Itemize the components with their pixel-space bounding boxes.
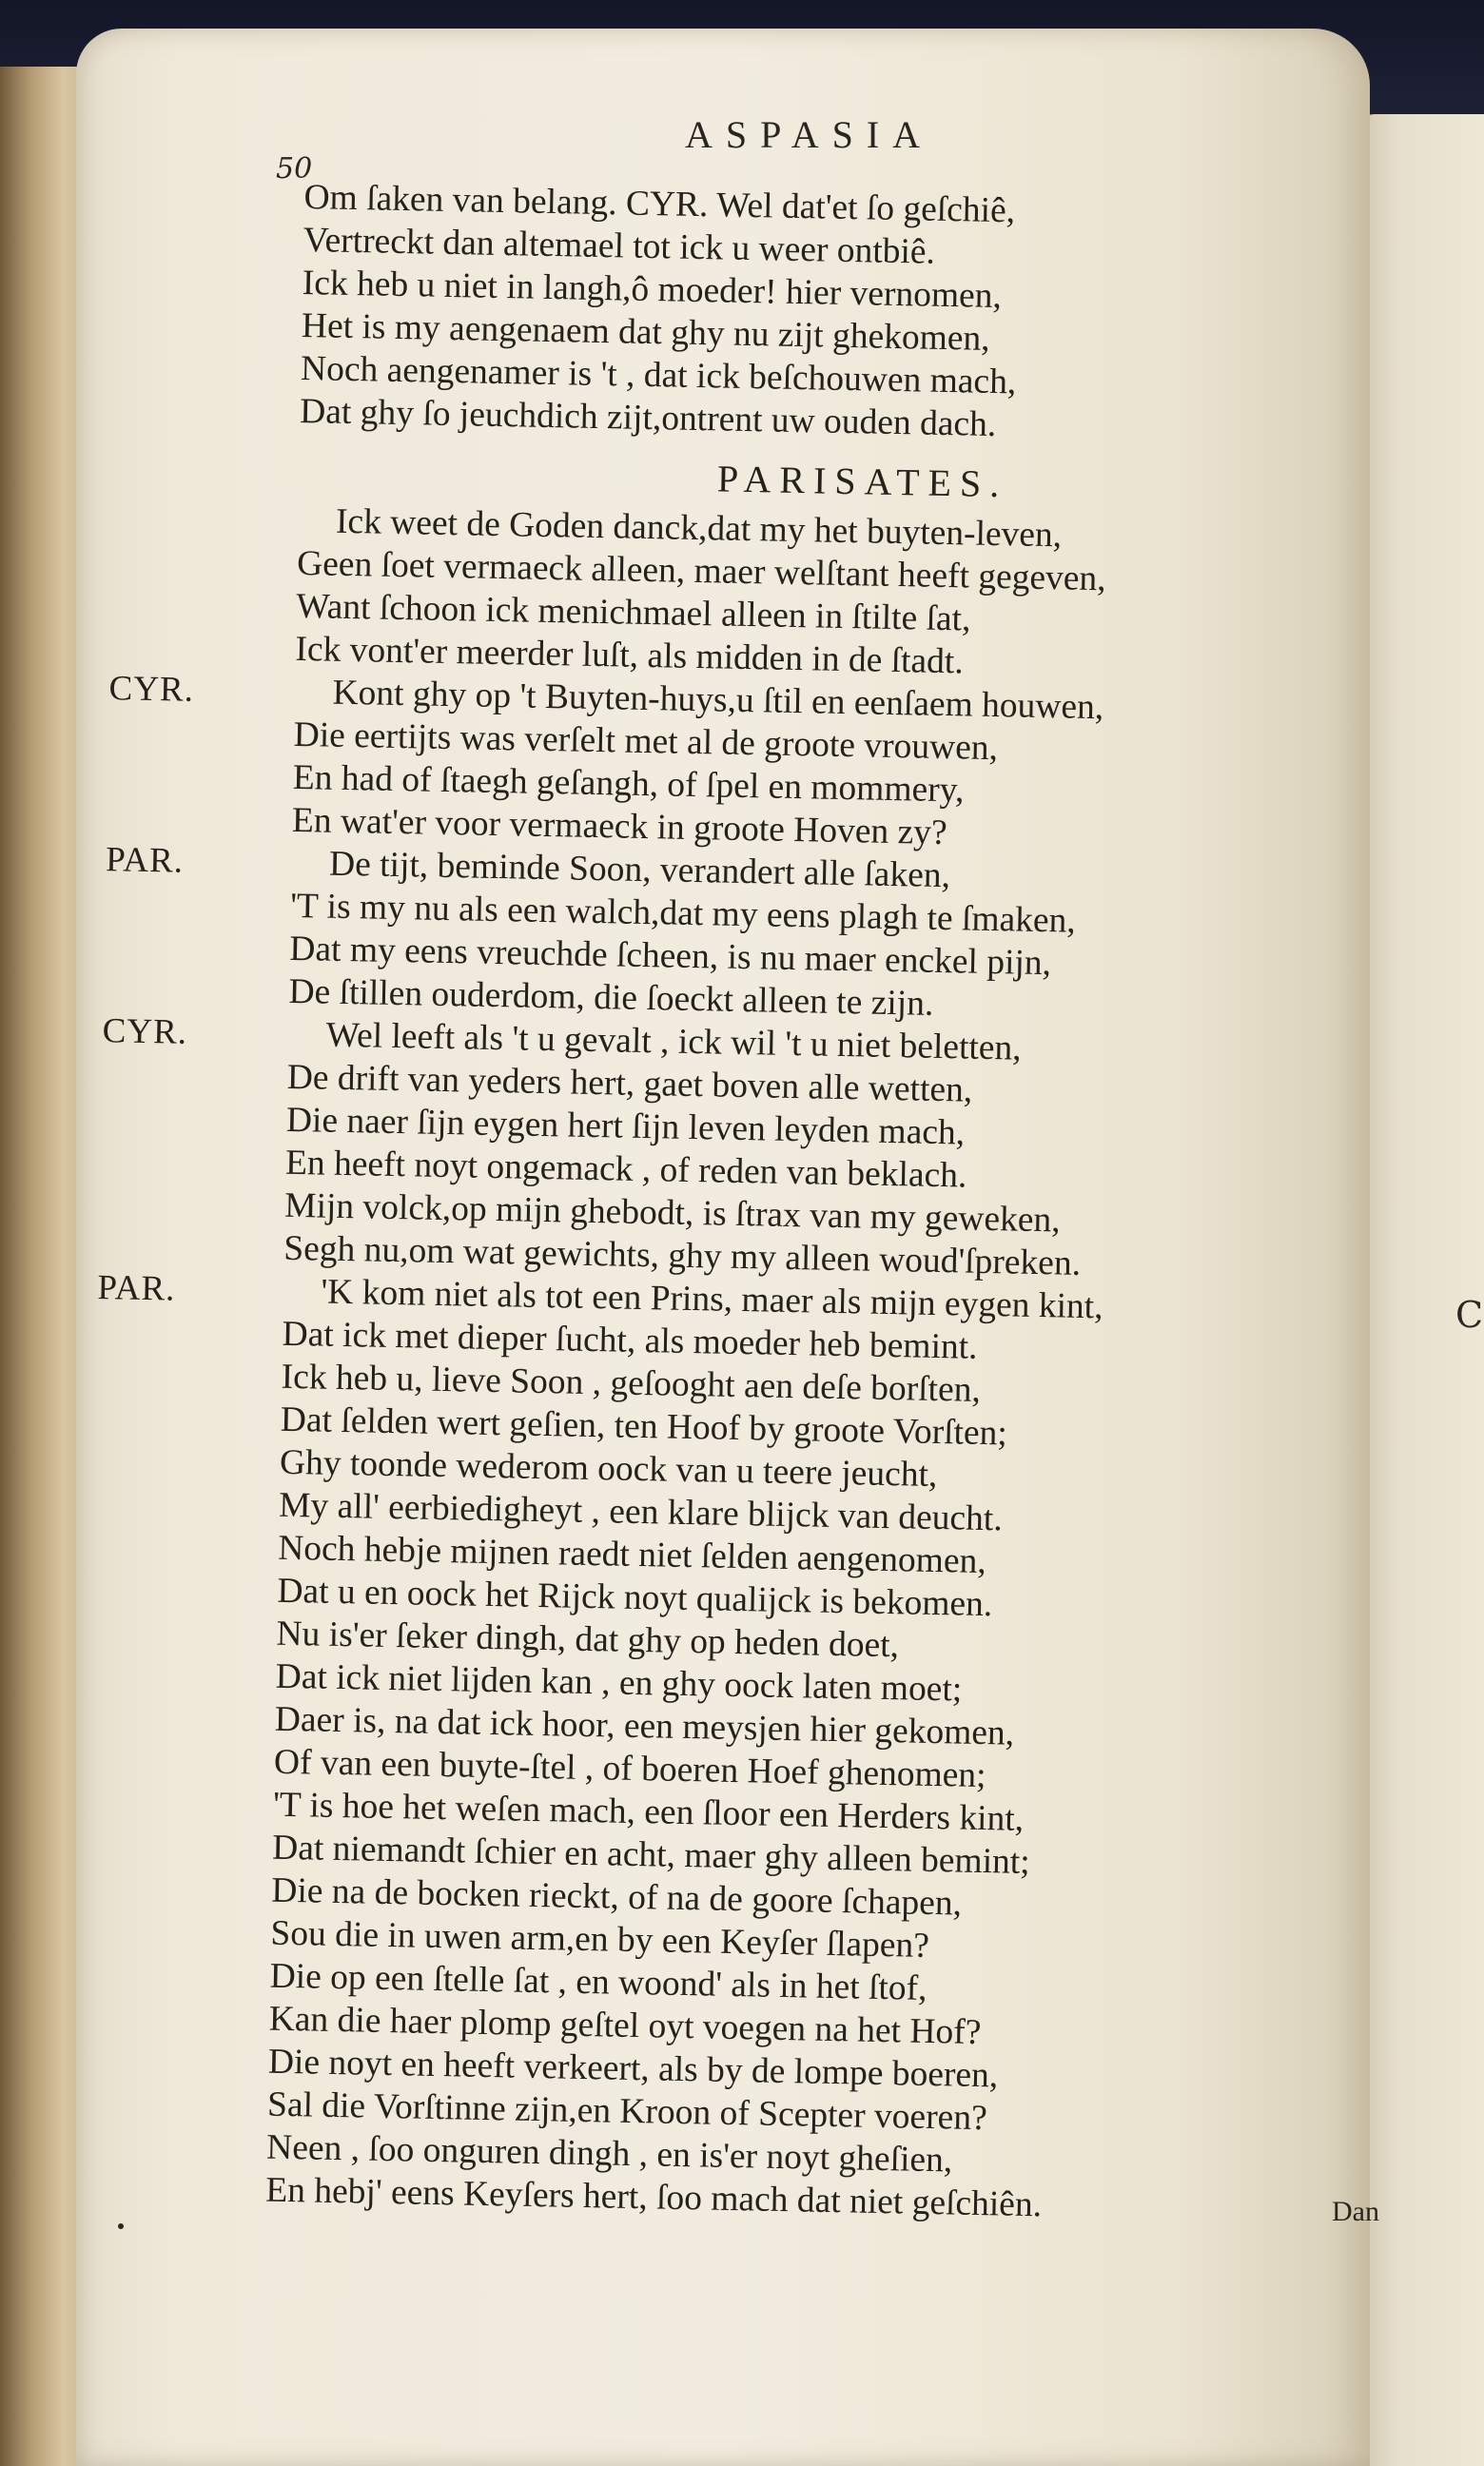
verse-text: Vertreckt dan altemael tot ick u weer ontbiê. (303, 220, 936, 272)
verse-text: Om ſaken van belang. CYR. Wel dat'et ſo geſchiê, (303, 177, 1016, 231)
verse-text: Dat ick met dieper ſucht, als moeder heb bemint. (282, 1314, 978, 1367)
verse-text: 'T is hoe het weſen mach, een ſloor een Herders kint, (272, 1785, 1025, 1839)
verse-text: De drift van yeders hert, gaet boven alle wetten, (286, 1057, 973, 1110)
verse-text: My all' eerbiedigheyt , een klare blijck van deucht. (278, 1485, 1004, 1539)
speaker-label: CYR. (108, 669, 195, 710)
speaker-label: CYR. (102, 1011, 188, 1052)
section-heading: PARISATES. (716, 457, 1008, 506)
verse-text: Sou die in uwen arm,en by een Keyſer ſlapen? (270, 1913, 930, 1966)
verse-text: Dat ghy ſo jeuchdich zijt,ontrent uw ouden dach. (299, 391, 997, 445)
verse-text: En had of ſtaegh geſangh, of ſpel en mommery, (292, 757, 965, 811)
verse-text: En wat'er voor vermaeck in groote Hoven zy? (291, 800, 948, 853)
verse-text: De ſtillen ouderdom, die ſoeckt alleen te zijn. (288, 971, 934, 1024)
verse-text: Segh nu,om wat gewichts, ghy my alleen woud'ſpreken. (283, 1228, 1082, 1283)
verse-text: Kan die haer plomp geſtel oyt voegen na het Hof? (268, 1999, 982, 2053)
verse-text: 'K kom niet als tot een Prins, maer als mijn eygen kint, (321, 1272, 1103, 1327)
verse-text: Dat u en oock het Rijck noyt qualijck is bekomen. (277, 1571, 993, 1625)
verse-text: Die eertijts was verſelt met al de groote vrouwen, (293, 714, 999, 769)
verse-text: Of van een buyte-ſtel , of boeren Hoef ghenomen; (273, 1742, 986, 1796)
verse-text: Noch aengenamer is 't , dat ick beſchouwen mach, (300, 348, 1017, 402)
verse-text-block (97, 176, 1294, 2231)
facing-page-edge-letter: C (1455, 1294, 1484, 1336)
verse-text: Het is my aengenaem dat ghy nu zijt ghekomen, (301, 305, 991, 359)
verse-text: Want ſchoon ick menichmael alleen in ſtilte ſat, (295, 586, 971, 639)
verse-text: Die op een ſtelle ſat , en woond' als in het ſtof, (269, 1956, 928, 2008)
verse-text: Dat niemandt ſchier en acht, maer ghy alleen bemint; (271, 1828, 1031, 1882)
verse-text: En heeft noyt ongemack , of reden van beklach. (284, 1143, 967, 1196)
verse-text: Ick heb u niet in langh,ô moeder! hier vernomen, (302, 263, 1003, 317)
opening-verse-lines (300, 176, 1294, 452)
verse-text: Geen ſoet vermaeck alleen, maer welſtant heeft gegeven, (296, 543, 1107, 599)
facing-page (1356, 114, 1484, 2466)
verse-text: Daer is, na dat ick hoor, een meysjen hier gekomen, (274, 1699, 1015, 1753)
verse-text: Mijn volck,op mijn ghebodt, is ſtrax van my geweken, (283, 1185, 1061, 1241)
verse-text: Nu is'er ſeker dingh, dat ghy op heden doet, (276, 1614, 900, 1666)
verse-text: Die naer ſijn eygen hert ſijn leven leyden mach, (285, 1100, 966, 1153)
verse-text: De tijt, beminde Soon, verandert alle ſaken, (328, 844, 951, 896)
verse-text: Dat ſelden wert geſien, ten Hoof by groote Vorſten; (280, 1399, 1008, 1454)
verse-text: Neen , ſoo onguren dingh , en is'er noyt gheſien, (265, 2127, 953, 2181)
running-head: ASPASIA (685, 113, 934, 156)
verse-text: Die na de bocken rieckt, of na de goore ſchapen, (271, 1870, 963, 1924)
margin-mark (118, 2223, 124, 2229)
verse-text: Dat my eens vreuchde ſcheen, is nu maer enckel pijn, (289, 929, 1052, 984)
verse-text: Dat ick niet lijden kan , en ghy oock laten moet; (275, 1656, 963, 1710)
verse-text: Sal die Vorſtinne zijn,en Kroon of Scepter voeren? (266, 2084, 988, 2139)
page-number: 50 (276, 152, 313, 186)
verse-text: Wel leeft als 't u gevalt , ick wil 't u niet beletten, (325, 1015, 1023, 1068)
verse-text: Ick vont'er meerder luſt, als midden in de ſtadt. (295, 629, 965, 682)
verse-text: En hebj' eens Keyſers hert, ſoo mach dat niet geſchiên. (264, 2170, 1043, 2225)
verse-text: Ick weet de Goden danck,dat my het buyten-leven, (335, 501, 1063, 556)
verse-text: Ghy toonde wederom oock van u teere jeucht, (279, 1442, 938, 1496)
dialogue-verse-lines (97, 499, 1287, 2231)
verse-text: Kont ghy op 't Buyten-huys,u ſtil en eenſaem houwen, (332, 673, 1104, 728)
speaker-label: PAR. (105, 840, 185, 881)
catchword: Dan (1332, 2196, 1379, 2227)
verse-text: Die noyt en heeft verkeert, als by de lompe boeren, (267, 2042, 999, 2096)
verse-text: Noch hebje mijnen raedt niet ſelden aengenomen, (277, 1528, 987, 1582)
verse-text: 'T is my nu als een walch,dat my eens plagh te ſmaken, (289, 886, 1077, 941)
verse-text: Ick heb u, lieve Soon , geſooght aen deſe borſten, (281, 1357, 982, 1410)
speaker-label: PAR. (97, 1268, 176, 1309)
